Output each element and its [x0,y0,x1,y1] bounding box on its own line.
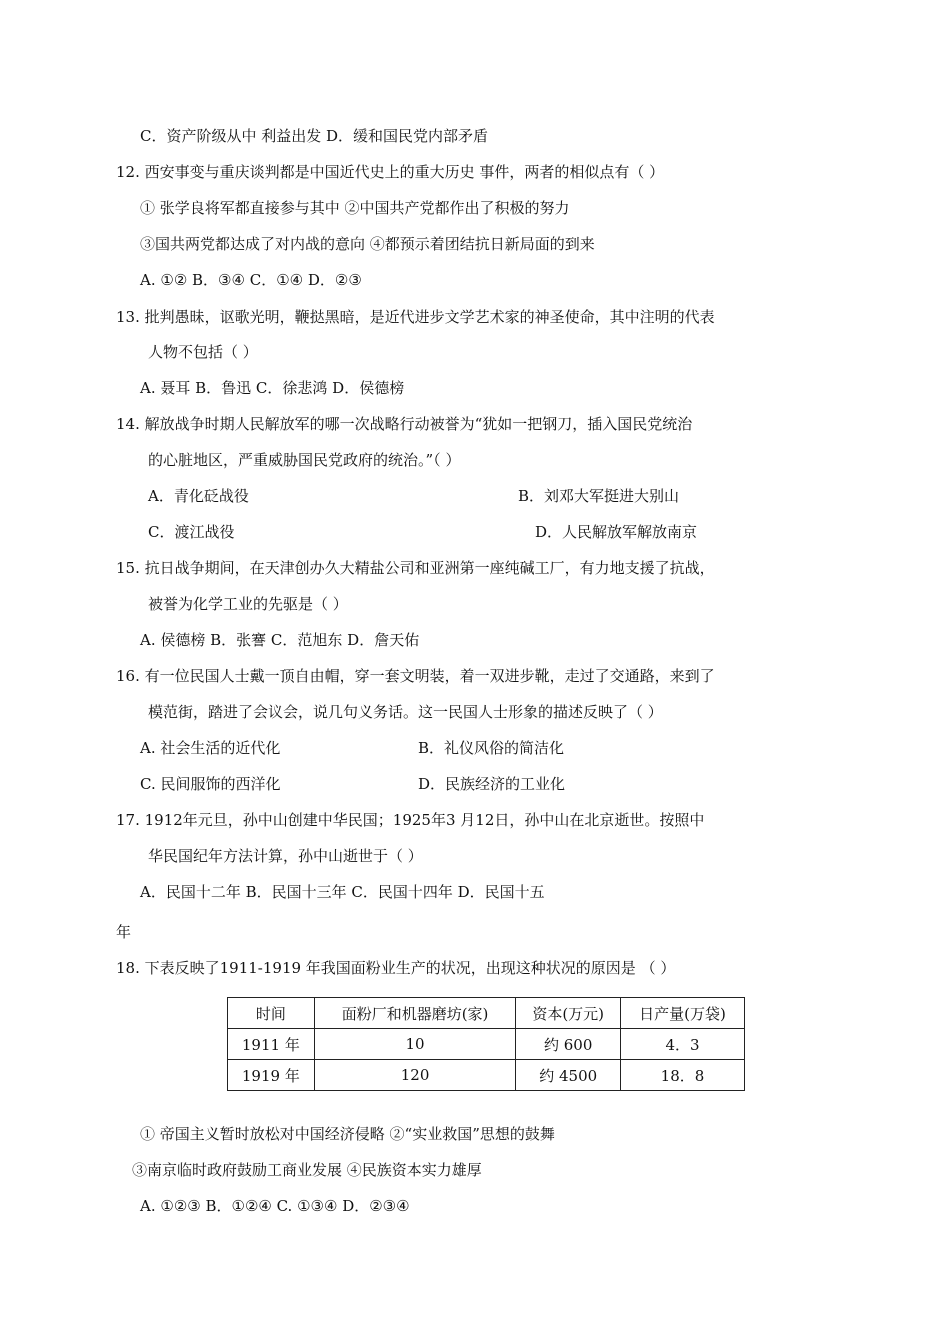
answer-options: A．民国十二年 B．民国十三年 C．民国十四年 D．民国十五 [140,883,545,901]
option-d: D．人民解放军解放南京 [535,523,698,541]
line: 被誉为化学工业的先驱是（ ） [148,595,348,613]
line: ① 张学良将军都直接参与其中 ②中国共产党都作出了积极的努力 [140,199,570,217]
table-cell: 1919 年 [228,1060,315,1091]
answer-options: A. ①② B．③④ C．①④ D．②③ [140,271,362,289]
table-header-row [228,998,745,1029]
question-18: 18. 下表反映了1911-1919 年我国面粉业生产的状况，出现这种状况的原因是 （ ） [116,959,676,977]
line: 模范街，踏进了会议会，说几句义务话。这一民国人士形象的描述反映了（ ） [148,703,663,721]
question-16: 16. 有一位民国人士戴一顶自由帽，穿一套文明装，着一双进步靴，走过了交通路，来到了 [116,667,715,685]
option-b: B．刘邓大军挺进大别山 [518,487,680,505]
table-cell: 约 600 [516,1029,621,1060]
table-header: 面粉厂和机器磨坊(家) [314,998,516,1029]
question-14: 14. 解放战争时期人民解放军的哪一次战略行动被誉为“犹如一把钢刀，插入国民党统治 [116,415,693,433]
line: 年 [116,923,132,941]
table-cell: 4．3 [620,1029,744,1060]
line: 华民国纪年方法计算，孙中山逝世于（ ） [148,847,423,865]
table-header: 时间 [228,998,315,1029]
table-header: 日产量(万袋) [620,998,744,1029]
table-cell: 120 [314,1060,516,1091]
table-cell: 10 [314,1029,516,1060]
option-c: C. 民间服饰的西洋化 [140,775,281,793]
table-row [228,1029,745,1060]
line: ③南京临时政府鼓励工商业发展 ④民族资本实力雄厚 [132,1161,482,1179]
table-header: 资本(万元) [516,998,621,1029]
question-15: 15. 抗日战争期间，在天津创办久大精盐公司和亚洲第一座纯碱工厂，有力地支援了抗战， [116,559,715,577]
table-row [228,1060,745,1091]
question-13: 13. 批判愚昧，讴歌光明，鞭挞黑暗，是近代进步文学艺术家的神圣使命，其中注明的代表 [116,308,715,326]
line: C．资产阶级从中 利益出发 D．缓和国民党内部矛盾 [140,127,489,145]
option-a: A．青化砭战役 [148,487,249,505]
line: ① 帝国主义暂时放松对中国经济侵略 ②“实业救国”思想的鼓舞 [140,1125,555,1143]
option-a: A. 社会生活的近代化 [140,739,281,757]
answer-options: A. 侯德榜 B．张謇 C．范旭东 D．詹天佑 [140,631,420,649]
line: 人物不包括（ ） [148,343,258,361]
line: ③国共两党都达成了对内战的意向 ④都预示着团结抗日新局面的到来 [140,235,595,253]
flour-industry-table [227,997,745,1091]
option-c: C．渡江战役 [148,523,235,541]
question-12: 12. 西安事变与重庆谈判都是中国近代史上的重大历史 事件，两者的相似点有（ ） [116,163,665,181]
question-17: 17. 1912年元旦，孙中山创建中华民国；1925年3 月12日，孙中山在北京逝世。按照中 [116,811,705,829]
table-cell: 18．8 [620,1060,744,1091]
answer-options: A. 聂耳 B．鲁迅 C．徐悲鸿 D．侯德榜 [140,379,405,397]
line: 的心脏地区，严重威胁国民党政府的统治。”（ ） [148,451,461,469]
table-cell: 约 4500 [516,1060,621,1091]
option-b: B．礼仪风俗的简洁化 [418,739,565,757]
table-cell: 1911 年 [228,1029,315,1060]
option-d: D．民族经济的工业化 [418,775,566,793]
answer-options: A. ①②③ B．①②④ C. ①③④ D．②③④ [140,1197,410,1215]
